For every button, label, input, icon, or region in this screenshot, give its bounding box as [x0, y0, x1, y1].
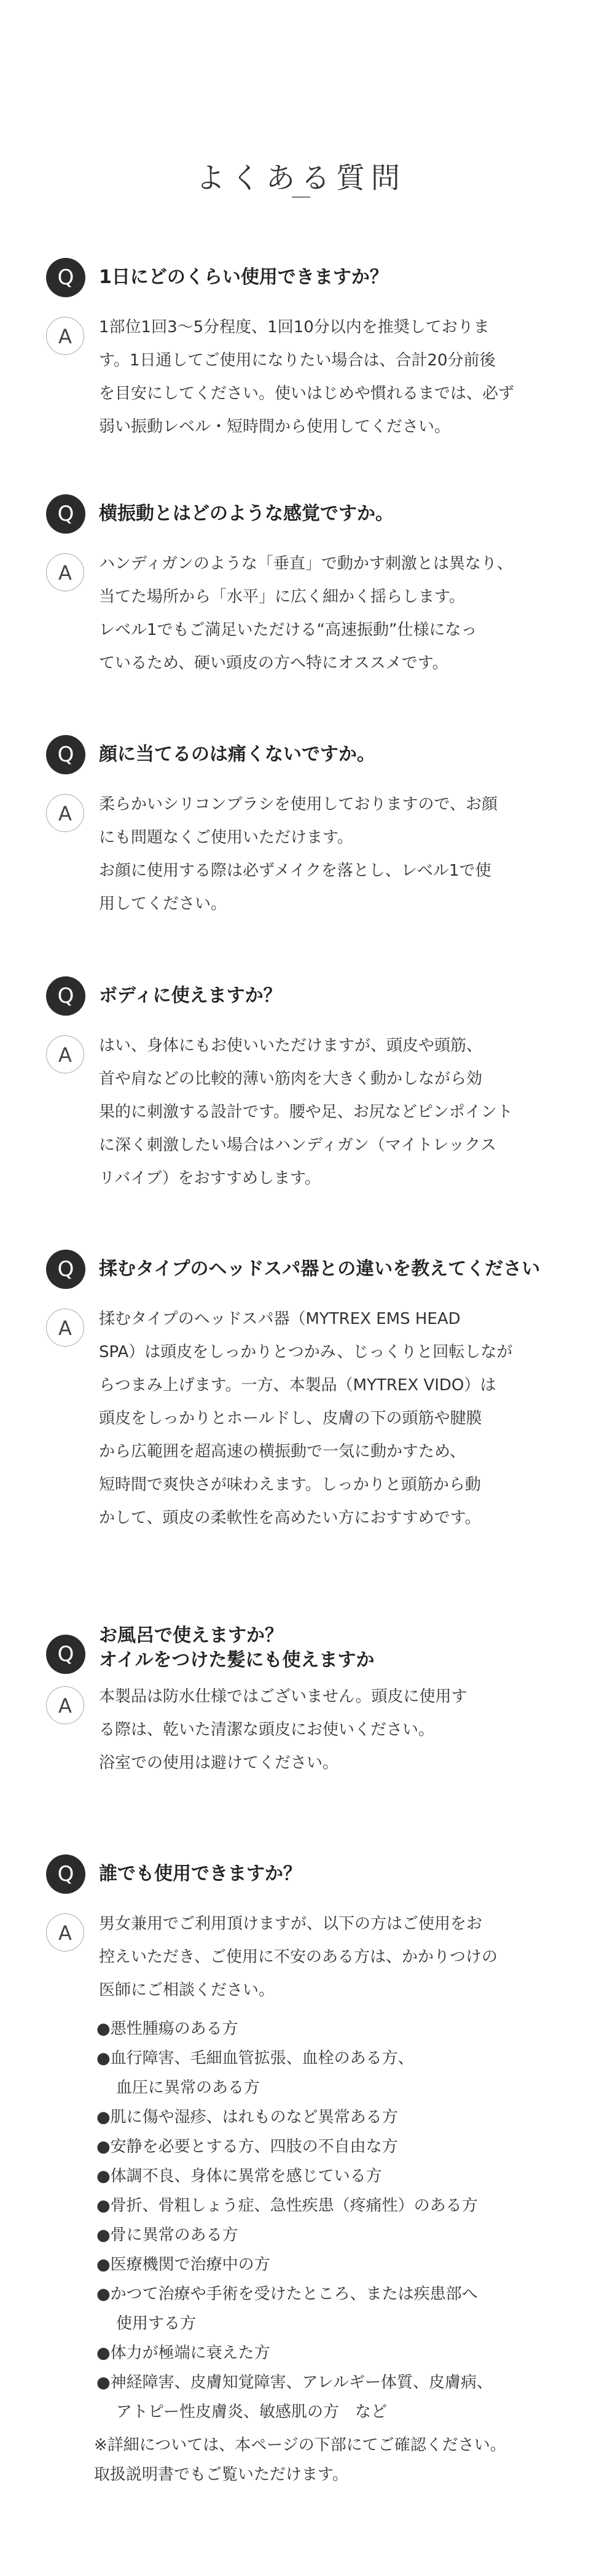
question-text: 1日にどのくらい使用できますか？ [99, 267, 388, 288]
question-row [46, 1627, 556, 1679]
answer-text: 男女兼用でご利用頂けますが、以下の方はご使用をお 控えいただき、ご使用に不安のある方は、かかりつけの 医師にご相談ください。 [99, 1915, 498, 1999]
question-text: 揉むタイプのヘッドスパ器との違いを教えてください [99, 1258, 541, 1280]
answer-row [46, 1029, 556, 1195]
answer-text: ハンディガンのような「垂直」で動かす刺激とは異なり、 当てた場所から「水平」に広く細かく揺らします。 レベル1でもご満足いただける“高速振動”仕様になっ ているため、硬い頭皮の方へ特にオススメです。 [99, 555, 513, 672]
question-row [46, 494, 556, 534]
answer-text: 柔らかいシリコンブラシを使用しておりますので、お顔 にも問題なくご使用いただけます。 お顔に使用する際は必ずメイクを落とし、レベル1で使 用してください。 [99, 795, 498, 913]
answer-text: 1部位1回3〜5分程度、1回10分以内を推奨しておりま す。1日通してご使用になりたい場合は、合計20分前後 を目安にしてください。使いはじめや慣れるまでは、必ず 弱い振動レベル・短時間から使用してください。 [99, 318, 515, 436]
answer-row [46, 547, 556, 680]
answer-mark-icon: A [46, 317, 84, 355]
faq-item [46, 494, 556, 680]
answer-mark-icon: A [46, 553, 84, 591]
question-mark-icon: Q [46, 735, 85, 774]
question-row [46, 258, 556, 297]
answer-text: 揉むタイプのヘッドスパ器（MYTREX EMS HEAD SPA）は頭皮をしっかりとつかみ、じっくりと回転しなが らつまみ上げます。一方、本製品（MYTREX VIDO）は 頭皮をしっかりとホールドし、皮膚の下の頭筋や腱膜 から広範囲を超高速の横振動で一気に動かすため、 短時間で爽快さが味わえます。しっかりと頭筋から動 かして、頭皮の柔軟性を高めたい方におすすめです。 [99, 1310, 513, 1527]
question-mark-icon: Q [46, 494, 85, 534]
answer-mark-icon: A [46, 794, 84, 832]
title-divider [292, 197, 310, 198]
contraindication-list [96, 2014, 556, 2427]
faq-item [46, 258, 556, 443]
answer-mark-icon: A [46, 1035, 84, 1073]
answer-mark-icon: A [46, 1309, 84, 1347]
page-title: よくある質問 [196, 161, 406, 196]
list-item: ●悪性腫瘍のある方 [96, 2020, 238, 2038]
answer-row [46, 311, 556, 443]
answer-text: はい、身体にもお使いいただけますが、頭皮や頭筋、 首や肩などの比較的薄い筋肉を大きく動かしながら効 果的に刺激する設計です。腰や足、お尻などピンポイント に深く刺激したい場合はハンディガン（マイトレックス リバイブ）をおすすめします。 [99, 1037, 513, 1188]
answer-text: 本製品は防水仕様ではございません。頭皮に使用す る際は、乾いた清潔な頭皮にお使いください。 浴室での使用は避けてください。 [99, 1687, 467, 1772]
question-mark-icon: Q [46, 1250, 85, 1289]
question-text: お風呂で使えますか？ オイルをつけた髪にも使えますか [99, 1625, 375, 1671]
list-item: ●神経障害、皮膚知覚障害、アレルギー体質、皮膚病、 [96, 2373, 493, 2392]
list-item-continuation: 使用する方 [116, 2314, 197, 2333]
question-mark-icon: Q [46, 1635, 85, 1674]
faq-item [46, 1854, 556, 2489]
faq-item [46, 976, 556, 1195]
faq-item [46, 735, 556, 920]
list-item: ●骨折、骨粗しょう症、急性疾患（疼痛性）のある方 [96, 2197, 478, 2215]
list-item: ●かつて治療や手術を受けたところ、または疾患部へ [96, 2285, 478, 2303]
list-item: ●血行障害、毛細血管拡張、血栓のある方、 [96, 2049, 414, 2068]
answer-row [46, 788, 556, 920]
list-item-continuation: 血圧に異常のある方 [116, 2079, 260, 2097]
list-item: ●安静を必要とする方、四肢の不自由な方 [96, 2138, 398, 2156]
question-text: 横振動とはどのような感覚ですか。 [99, 503, 394, 524]
answer-row [46, 1907, 556, 2007]
footnote: ※詳細については、本ページの下部にてご確認ください。 取扱説明書でもご覧いただけます。 [94, 2436, 506, 2484]
list-item: ●骨に異常のある方 [96, 2226, 238, 2244]
question-row [46, 735, 556, 774]
question-mark-icon: Q [46, 1854, 85, 1894]
question-row [46, 976, 556, 1016]
answer-row [46, 1302, 556, 1535]
answer-mark-icon: A [46, 1913, 84, 1951]
list-item: ●体力が極端に衰えた方 [96, 2344, 270, 2362]
list-item: ●体調不良、身体に異常を感じている方 [96, 2167, 382, 2185]
faq-item [46, 1250, 556, 1535]
question-mark-icon: Q [46, 976, 85, 1016]
question-text: 顔に当てるのは痛くないですか。 [99, 744, 375, 765]
list-item: ●医療機関で治療中の方 [96, 2255, 270, 2274]
question-row [46, 1250, 556, 1289]
list-item-continuation: アトピー性皮膚炎、敏感肌の方 など [116, 2403, 387, 2421]
answer-mark-icon: A [46, 1686, 84, 1724]
faq-item [46, 1627, 556, 1780]
question-mark-icon: Q [46, 258, 85, 297]
question-row [46, 1854, 556, 1894]
question-text: ボディに使えますか？ [99, 985, 282, 1006]
list-item: ●肌に傷や湿疹、はれものなど異常ある方 [96, 2108, 398, 2127]
question-text: 誰でも使用できますか？ [99, 1863, 302, 1885]
answer-row [46, 1680, 556, 1780]
